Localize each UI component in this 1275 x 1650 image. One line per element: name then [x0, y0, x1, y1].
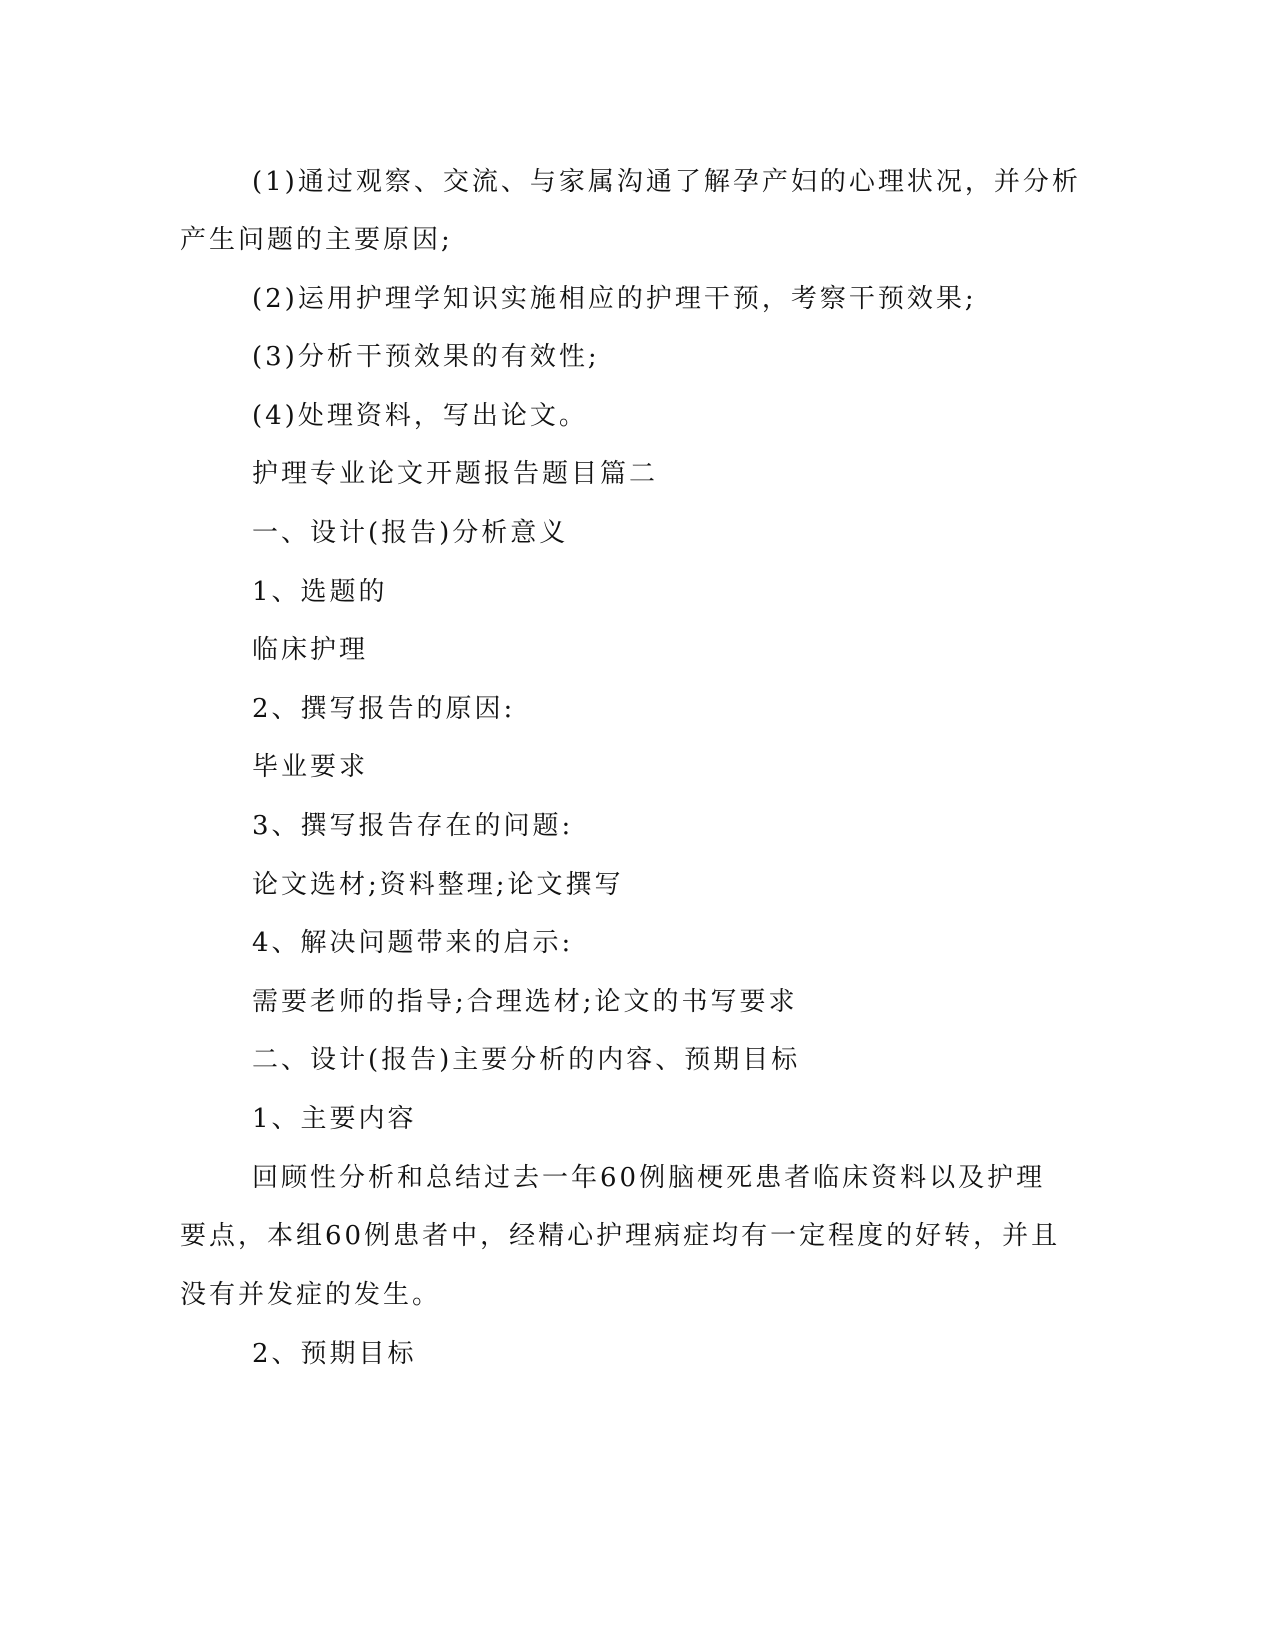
- paragraph-line: 要点，本组60例患者中，经精心护理病症均有一定程度的好转，并且: [180, 1221, 1061, 1251]
- paragraph-line: 需要老师的指导;合理选材;论文的书写要求: [252, 987, 798, 1017]
- paragraph-line: 回顾性分析和总结过去一年60例脑梗死患者临床资料以及护理: [252, 1163, 1046, 1193]
- paragraph-line: 临床护理: [252, 635, 369, 665]
- list-item: 1、主要内容: [252, 1104, 417, 1134]
- paragraph-line: 产生问题的主要原因;: [180, 225, 453, 255]
- paragraph-line: (2)运用护理学知识实施相应的护理干预，考察干预效果;: [252, 284, 977, 314]
- list-item: 3、撰写报告存在的问题:: [252, 811, 574, 841]
- list-item: 4、解决问题带来的启示:: [252, 928, 574, 958]
- paragraph-line: (1)通过观察、交流、与家属沟通了解孕产妇的心理状况，并分析: [252, 167, 1081, 197]
- paragraph-line: (3)分析干预效果的有效性;: [252, 342, 600, 372]
- list-item: 2、撰写报告的原因:: [252, 694, 516, 724]
- list-item: 1、选题的: [252, 577, 388, 607]
- paragraph-line: 没有并发症的发生。: [180, 1280, 442, 1310]
- list-item: 2、预期目标: [252, 1339, 417, 1369]
- section-heading: 护理专业论文开题报告题目篇二: [252, 459, 659, 489]
- paragraph-line: (4)处理资料，写出论文。: [252, 401, 588, 431]
- section-heading: 一、设计(报告)分析意义: [252, 518, 569, 548]
- section-heading: 二、设计(报告)主要分析的内容、预期目标: [252, 1045, 801, 1075]
- paragraph-line: 论文选材;资料整理;论文撰写: [252, 870, 624, 900]
- paragraph-line: 毕业要求: [252, 752, 369, 782]
